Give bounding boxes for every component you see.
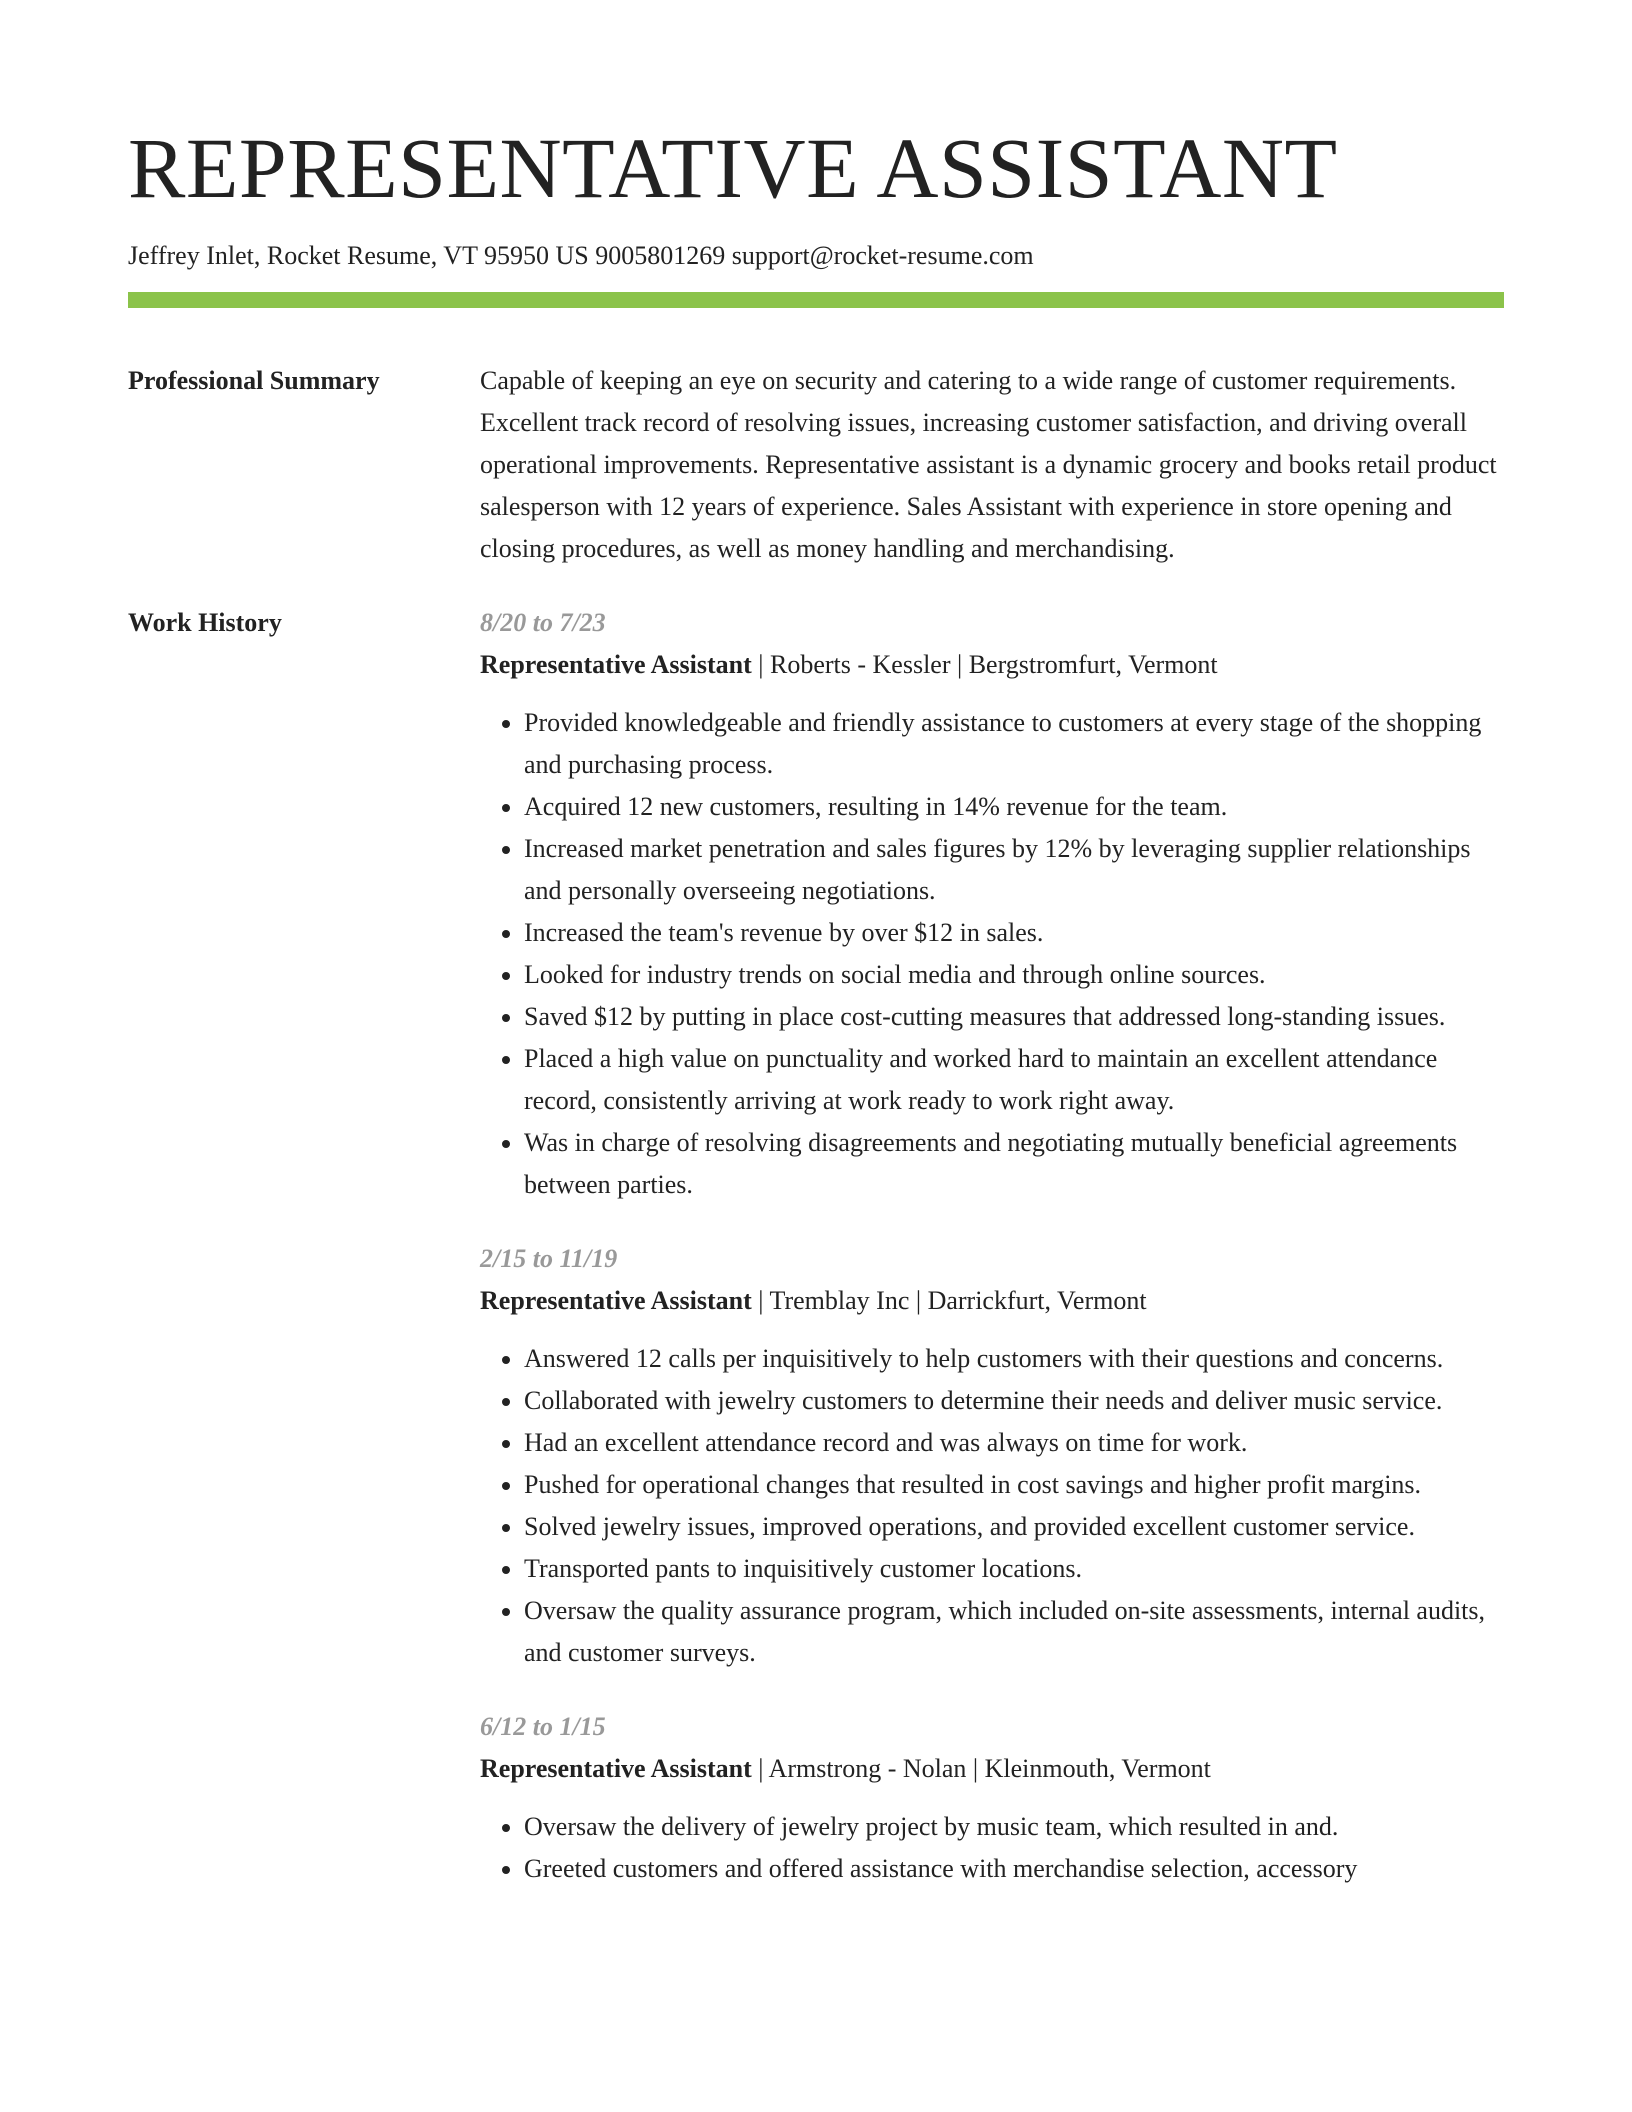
- section-body: [480, 360, 1504, 570]
- job-bullet: • Was in charge of resolving disagreements and negotiating mutually beneficial agreements between parties.: [524, 1122, 1504, 1206]
- job-dates: 6/12 to 1/15: [480, 1712, 606, 1741]
- professional-summary-section: [128, 360, 1504, 570]
- accent-divider: [128, 292, 1504, 308]
- job-bullet: • Transported pants to inquisitively customer locations.: [524, 1548, 1504, 1590]
- contact-line: Jeffrey Inlet, Rocket Resume, VT 95950 US 9005801269 support@rocket-resume.com: [128, 241, 1034, 270]
- job-list: [480, 602, 1504, 1890]
- job-dates: 8/20 to 7/23: [480, 608, 606, 637]
- job-heading: [480, 644, 1504, 686]
- job-bullet-list: [480, 702, 1504, 1206]
- job-bullet: • Provided knowledgeable and friendly assistance to customers at every stage of the shopping and purchasing process.: [524, 702, 1504, 786]
- job-entry: [480, 1706, 1504, 1890]
- job-entry: [480, 602, 1504, 1206]
- job-bullet: • Pushed for operational changes that resulted in cost savings and higher profit margins.: [524, 1464, 1504, 1506]
- job-bullet: • Looked for industry trends on social media and through online sources.: [524, 954, 1504, 996]
- job-bullet: • Had an excellent attendance record and was always on time for work.: [524, 1422, 1504, 1464]
- job-employer-location: | Armstrong - Nolan | Kleinmouth, Vermont: [751, 1754, 1211, 1783]
- job-bullet: • Greeted customers and offered assistance with merchandise selection, accessory: [524, 1848, 1504, 1890]
- job-title: Representative Assistant: [480, 650, 752, 679]
- job-heading: [480, 1280, 1504, 1322]
- section-title: Work History: [128, 608, 282, 637]
- resume-page: [128, 0, 1504, 1890]
- job-title: Representative Assistant: [480, 1754, 752, 1783]
- job-dates: 2/15 to 11/19: [480, 1244, 618, 1273]
- job-bullet-list: [480, 1338, 1504, 1674]
- job-bullet-list: [480, 1806, 1504, 1890]
- resume-name-heading: REPRESENTATIVE ASSISTANT: [128, 120, 1338, 216]
- job-bullet: • Saved $12 by putting in place cost-cutting measures that addressed long-standing issues.: [524, 996, 1504, 1038]
- job-bullet: • Increased market penetration and sales figures by 12% by leveraging supplier relationships and personally overseeing negotiations.: [524, 828, 1504, 912]
- job-bullet: • Solved jewelry issues, improved operations, and provided excellent customer service.: [524, 1506, 1504, 1548]
- job-employer-location: | Tremblay Inc | Darrickfurt, Vermont: [751, 1286, 1147, 1315]
- summary-text: Capable of keeping an eye on security and catering to a wide range of customer requirements. Excellent track record of resolving issues, increasing customer satisfaction, and driving overall operational improvements. Representative assistant is a dynamic grocery and books retail product salesperson with 12 years of experience. Sales Assistant with experience in store opening and closing procedures, as well as money handling and merchandising.: [480, 366, 1497, 563]
- job-bullet: • Acquired 12 new customers, resulting in 14% revenue for the team.: [524, 786, 1504, 828]
- job-bullet: • Oversaw the delivery of jewelry project by music team, which resulted in and.: [524, 1806, 1504, 1848]
- job-bullet: • Collaborated with jewelry customers to determine their needs and deliver music service.: [524, 1380, 1504, 1422]
- work-history-section: [128, 602, 1504, 1890]
- job-bullet: • Answered 12 calls per inquisitively to help customers with their questions and concerns.: [524, 1338, 1504, 1380]
- section-title: Professional Summary: [128, 366, 380, 395]
- job-bullet: • Placed a high value on punctuality and worked hard to maintain an excellent attendance record, consistently arriving at work ready to work right away.: [524, 1038, 1504, 1122]
- job-entry: [480, 1238, 1504, 1674]
- job-bullet: • Increased the team's revenue by over $12 in sales.: [524, 912, 1504, 954]
- job-employer-location: | Roberts - Kessler | Bergstromfurt, Vermont: [751, 650, 1218, 679]
- job-heading: [480, 1748, 1504, 1790]
- job-title: Representative Assistant: [480, 1286, 752, 1315]
- job-bullet: • Oversaw the quality assurance program, which included on-site assessments, internal audits, and customer surveys.: [524, 1590, 1504, 1674]
